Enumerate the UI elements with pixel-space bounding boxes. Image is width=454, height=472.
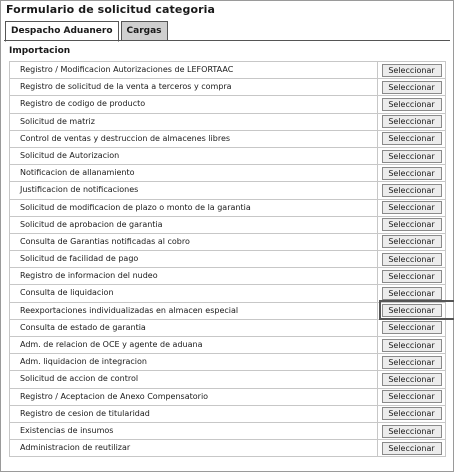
table-row <box>9 165 446 182</box>
select-button[interactable]: Seleccionar <box>382 270 442 283</box>
table-row <box>9 371 446 388</box>
row-label: Solicitud de aprobacion de garantia <box>10 217 378 233</box>
row-label: Control de ventas y destruccion de almacenes libres <box>10 131 378 147</box>
select-cell <box>378 234 445 250</box>
select-button[interactable]: Seleccionar <box>382 339 442 352</box>
row-label: Consulta de Garantias notificadas al cobro <box>10 234 378 250</box>
row-label: Consulta de estado de garantia <box>10 320 378 336</box>
row-label: Solicitud de accion de control <box>10 371 378 387</box>
table-row <box>9 114 446 131</box>
table-row <box>9 96 446 113</box>
select-button[interactable]: Seleccionar <box>382 287 442 300</box>
row-label: Registro de solicitud de la venta a terceros y compra <box>10 79 378 95</box>
tab-cargas[interactable]: Cargas <box>121 21 168 41</box>
select-cell <box>378 337 445 353</box>
row-label: Solicitud de Autorizacion <box>10 148 378 164</box>
select-button[interactable]: Seleccionar <box>382 167 442 180</box>
select-button[interactable]: Seleccionar <box>382 201 442 214</box>
select-cell <box>378 165 445 181</box>
select-cell <box>378 96 445 112</box>
row-label: Registro / Modificacion Autorizaciones de LEFORTAAC <box>10 62 378 78</box>
row-label: Adm. de relacion de OCE y agente de aduana <box>10 337 378 353</box>
select-button[interactable]: Seleccionar <box>382 253 442 266</box>
select-cell <box>378 268 445 284</box>
select-button[interactable]: Seleccionar <box>382 356 442 369</box>
row-label: Registro / Aceptacion de Anexo Compensatorio <box>10 389 378 405</box>
table-row <box>9 148 446 165</box>
row-label: Justificacion de notificaciones <box>10 182 378 198</box>
select-button[interactable]: Seleccionar <box>382 304 442 317</box>
select-cell <box>378 62 445 78</box>
row-label: Solicitud de facilidad de pago <box>10 251 378 267</box>
select-cell <box>378 285 445 301</box>
table-row <box>9 440 446 457</box>
select-cell <box>378 406 445 422</box>
row-label: Adm. liquidacion de integracion <box>10 354 378 370</box>
select-button[interactable]: Seleccionar <box>382 115 442 128</box>
select-button[interactable]: Seleccionar <box>382 218 442 231</box>
table-row <box>9 200 446 217</box>
table-row <box>9 320 446 337</box>
select-button[interactable]: Seleccionar <box>382 235 442 248</box>
select-cell <box>378 79 445 95</box>
select-button[interactable]: Seleccionar <box>382 407 442 420</box>
table-row <box>9 182 446 199</box>
select-cell <box>378 114 445 130</box>
table-row <box>9 303 446 320</box>
select-button[interactable]: Seleccionar <box>382 98 442 111</box>
select-cell <box>378 320 445 336</box>
row-label: Solicitud de matriz <box>10 114 378 130</box>
table-row <box>9 79 446 96</box>
section-title: Importacion <box>9 46 71 56</box>
select-button[interactable]: Seleccionar <box>382 81 442 94</box>
select-cell <box>378 251 445 267</box>
select-cell <box>378 148 445 164</box>
tab-divider <box>4 40 450 41</box>
row-label: Consulta de liquidacion <box>10 285 378 301</box>
table-row <box>9 354 446 371</box>
table-row <box>9 234 446 251</box>
select-cell <box>378 423 445 439</box>
table-row <box>9 423 446 440</box>
row-label: Administracion de reutilizar <box>10 440 378 456</box>
row-label: Existencias de insumos <box>10 423 378 439</box>
select-cell <box>378 131 445 147</box>
select-cell <box>378 440 445 456</box>
select-button[interactable]: Seleccionar <box>382 442 442 455</box>
tab-bar <box>5 21 170 41</box>
select-button[interactable]: Seleccionar <box>382 321 442 334</box>
row-label: Solicitud de modificacion de plazo o monto de la garantia <box>10 200 378 216</box>
table-row <box>9 285 446 302</box>
select-button[interactable]: Seleccionar <box>382 184 442 197</box>
select-button[interactable]: Seleccionar <box>382 132 442 145</box>
row-label: Registro de cesion de titularidad <box>10 406 378 422</box>
row-label: Registro de codigo de producto <box>10 96 378 112</box>
row-label: Registro de informacion del nudeo <box>10 268 378 284</box>
select-button[interactable]: Seleccionar <box>382 425 442 438</box>
select-cell <box>378 371 445 387</box>
select-button[interactable]: Seleccionar <box>382 64 442 77</box>
tab-despacho-aduanero[interactable]: Despacho Aduanero <box>5 21 119 42</box>
table-row <box>9 217 446 234</box>
select-cell <box>378 354 445 370</box>
table-row <box>9 406 446 423</box>
table-row <box>9 62 446 79</box>
row-label: Reexportaciones individualizadas en almacen especial <box>10 303 378 319</box>
form-title: Formulario de solicitud categoria <box>6 3 216 16</box>
table-row <box>9 337 446 354</box>
select-cell <box>378 389 445 405</box>
select-cell <box>378 200 445 216</box>
request-table <box>9 61 446 457</box>
select-button[interactable]: Seleccionar <box>382 390 442 403</box>
select-button[interactable]: Seleccionar <box>382 150 442 163</box>
select-cell <box>378 217 445 233</box>
table-row <box>9 131 446 148</box>
table-row <box>9 251 446 268</box>
table-row <box>9 389 446 406</box>
select-button[interactable]: Seleccionar <box>382 373 442 386</box>
select-cell <box>378 303 445 319</box>
table-row <box>9 268 446 285</box>
row-label: Notificacion de allanamiento <box>10 165 378 181</box>
select-cell <box>378 182 445 198</box>
